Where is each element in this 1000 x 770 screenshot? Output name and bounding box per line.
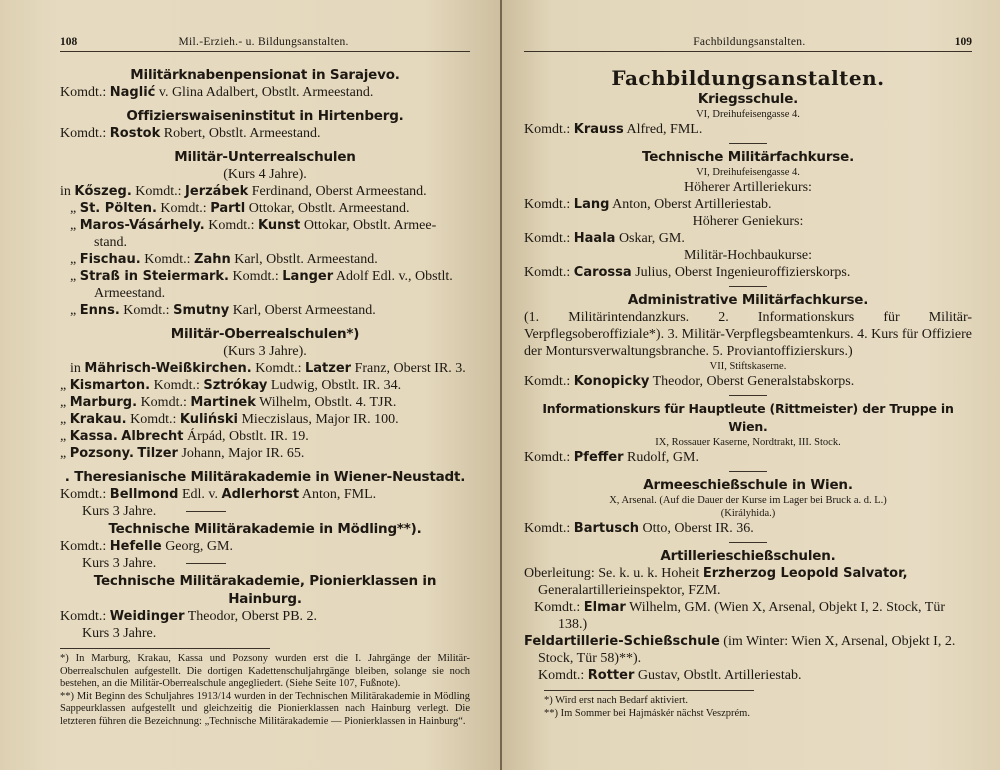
left-page-header xyxy=(60,36,470,52)
footnote: *) Wird erst nach Bedarf aktiviert. xyxy=(544,695,688,706)
person-name: Sztrókay xyxy=(203,378,268,393)
section-title: . Theresianische Militärakademie in Wiener-Neustadt. xyxy=(64,469,466,485)
person-name: Jerzábek xyxy=(185,184,249,199)
place-name: Maros-Vásárhely. xyxy=(79,218,205,233)
entry-line: „ Kismarton. Komdt.: Sztrókay Ludwig, Obstlt. IR. 34. xyxy=(60,378,402,393)
place-name: Mährisch-Weißkirchen. xyxy=(84,361,252,376)
section-title: Informationskurs für Hauptleute (Rittmeister) der Truppe in Wien. xyxy=(542,401,954,434)
place-name: Marburg. xyxy=(69,395,138,410)
footnote-rule xyxy=(544,690,754,691)
section-moedling xyxy=(60,520,470,572)
footnote: *) In Marburg, Krakau, Kassa und Pozsony wurden erst die I. Jahrgänge der Militär-Oberrealschulen aufgestellt. Die dortigen Kadettenschuljahrgänge bleiben, solange sie noch bestehen, an die Militär-Oberrealschule angegliedert. (Siehe Seite 107, Fußnote). xyxy=(60,653,470,689)
section-subtitle: (Kurs 4 Jahre). xyxy=(223,167,307,182)
running-title: Mil.-Erzieh.- u. Bildungsanstalten. xyxy=(178,36,349,48)
person-name: Hefelle xyxy=(109,539,162,554)
person-name: Elmar xyxy=(583,600,626,615)
right-page xyxy=(502,0,1000,770)
section-artillerieschiessschulen xyxy=(524,547,972,684)
address: VI, Dreihufeisengasse 4. xyxy=(696,167,800,178)
person-name: Martinek xyxy=(190,395,256,410)
section-title: Technische Militärakademie in Mödling**). xyxy=(108,521,422,537)
section-rule xyxy=(729,471,767,472)
person-name: Konopicky xyxy=(573,374,650,389)
person-name: Latzer xyxy=(305,361,352,376)
person-name: Zahn xyxy=(194,252,231,267)
section-rule xyxy=(729,395,767,396)
entry-line: in Mährisch-Weißkirchen. Komdt.: Latzer Franz, Oberst IR. 3. xyxy=(70,361,466,376)
person-name: Pfeffer xyxy=(573,450,624,465)
running-title: Fachbildungsanstalten. xyxy=(693,36,806,48)
entry-line: „ Maros-Vásárhely. Komdt.: Kunst Ottokar, Obstlt. Armee- stand. xyxy=(70,218,437,250)
entry-line: Komdt.: Elmar Wilhelm, GM. (Wien X, Arsenal, Objekt I, 2. Stock, Tür 138.) xyxy=(534,600,946,632)
course-duration: Kurs 3 Jahre. xyxy=(82,626,157,641)
course-name: Höherer Artilleriekurs: xyxy=(684,180,812,195)
section-title: Kriegsschule. xyxy=(697,91,799,107)
address: VI, Dreihufeisengasse 4. xyxy=(696,109,800,120)
entry-line: Komdt.: Haala Oskar, GM. xyxy=(524,231,685,246)
section-kriegsschule xyxy=(524,90,972,138)
course-duration: Kurs 3 Jahre. xyxy=(60,503,470,520)
komdt-label: Komdt.: xyxy=(60,85,107,100)
entry-line: „ Krakau. Komdt.: Kuliński Mieczislaus, Major IR. 100. xyxy=(60,412,399,427)
section-rule xyxy=(729,286,767,287)
course-name: Höherer Geniekurs: xyxy=(692,214,804,229)
person-name: Rotter xyxy=(587,668,635,683)
address: X, Arsenal. (Auf die Dauer der Kurse im Lager bei Bruck a. d. L.) xyxy=(609,495,887,506)
section-title: Militär-Unterrealschulen xyxy=(174,149,356,165)
person-name: Bellmond xyxy=(109,487,179,502)
place-name: Kassa. xyxy=(69,429,118,444)
entry-line: Komdt.: Pfeffer Rudolf, GM. xyxy=(524,450,699,465)
person-name: Erzherzog Leopold Salvator, xyxy=(702,566,908,581)
entry-line: Oberleitung: Se. k. u. k. Hoheit Erzherzog Leopold Salvator, Generalartillerieinspektor, FZM. xyxy=(524,566,908,598)
entry-line: Komdt.: Bellmond Edl. v. Adlerhorst Anton, FML. xyxy=(60,487,377,502)
place-name: Kismarton. xyxy=(69,378,151,393)
person-name: Bartusch xyxy=(573,521,640,536)
section-technische-fachkurse xyxy=(524,148,972,281)
section-hirtenberg xyxy=(60,107,470,142)
footnote-rule xyxy=(60,648,270,649)
entry-line: „ Fischau. Komdt.: Zahn Karl, Obstlt. Armeestand. xyxy=(70,252,378,267)
entry-line: Komdt.: Rotter Gustav, Obstlt. Artilleriestab. xyxy=(538,668,802,683)
place-name: Pozsony. xyxy=(69,446,134,461)
section-title: Technische Militärfachkurse. xyxy=(641,149,855,165)
entry-line: „ Enns. Komdt.: Smutny Karl, Oberst Armeestand. xyxy=(70,303,376,318)
place-name: Straß in Steiermark. xyxy=(79,269,229,284)
entry-line: Komdt.: Hefelle Georg, GM. xyxy=(60,539,233,554)
person-name: Rostok xyxy=(109,126,161,141)
section-unterrealschulen xyxy=(60,148,470,319)
address: IX, Rossauer Kaserne, Nordtrakt, III. Stock. xyxy=(655,437,841,448)
section-informationskurs xyxy=(524,400,972,466)
place-name: Enns. xyxy=(79,303,120,318)
page-title: Fachbildungsanstalten. xyxy=(611,66,885,90)
entry-line: Komdt.: Weidinger Theodor, Oberst PB. 2. xyxy=(60,609,318,624)
person-name: Carossa xyxy=(573,265,632,280)
entry-text: Robert, Obstlt. Armeestand. xyxy=(163,126,321,141)
entry-line: Komdt.: Carossa Julius, Oberst Ingenieuroffizierskorps. xyxy=(524,265,851,280)
section-sarajevo xyxy=(60,66,470,101)
section-description: (1. Militärintendanzkurs. 2. Informationskurs für Militär-Verpflegsoberoffiziale*). 3. Militär-Verpflegsbeamtenkurs. 4. Kurs für Offiziere der Montursverwaltungsbranche. 5. Proviantoffizierskurs.) xyxy=(524,310,972,359)
person-name: Kuliński xyxy=(179,412,238,427)
person-name: Lang xyxy=(573,197,610,212)
section-title: Offizierswaiseninstitut in Hirtenberg. xyxy=(126,108,404,124)
person-name: Krauss xyxy=(573,122,624,137)
komdt-label: Komdt.: xyxy=(60,126,107,141)
entry-line: „ Marburg. Komdt.: Martinek Wilhelm, Obstlt. 4. TJR. xyxy=(60,395,397,410)
school-name: Feldartillerie-Schießschule xyxy=(524,634,720,649)
section-rule xyxy=(729,542,767,543)
entry-line: Komdt.: Bartusch Otto, Oberst IR. 36. xyxy=(524,521,754,536)
section-oberrealschulen xyxy=(60,325,470,462)
section-armeeschiessschule xyxy=(524,476,972,537)
address: (Királyhida.) xyxy=(720,508,776,519)
entry-line: Feldartillerie-Schießschule (im Winter: Wien X, Arsenal, Objekt I, 2. Stock, Tür 58)**). xyxy=(524,634,956,666)
place-name: St. Pölten. xyxy=(79,201,157,216)
page-number: 109 xyxy=(954,36,972,48)
entry-line: „ Kassa. Albrecht Árpád, Obstlt. IR. 19. xyxy=(60,429,309,444)
section-title: Technische Militärakademie, Pionierklassen in Hainburg. xyxy=(93,573,437,607)
entry-text: v. Glina Adalbert, Obstlt. Armeestand. xyxy=(158,85,374,100)
footnote: **) Im Sommer bei Hajmáskér nächst Veszprém. xyxy=(544,707,750,719)
section-title: Militärknabenpensionat in Sarajevo. xyxy=(130,67,400,83)
section-administrative xyxy=(524,291,972,390)
person-name: Weidinger xyxy=(109,609,185,624)
person-name: Partl xyxy=(210,201,246,216)
section-title: Militär-Oberrealschulen*) xyxy=(170,326,360,342)
section-hainburg xyxy=(60,572,470,642)
section-theresianische xyxy=(60,468,470,520)
person-name: Langer xyxy=(282,269,334,284)
footnote: **) Mit Beginn des Schuljahres 1913/14 wurden in der Technischen Militärakademie in Mödling Sappeurklassen aufgestellt und gleichzeitig die Pionierklassen nach Hainburg verlegt. Die letzteren führen die Bezeichnung: „Technische Militärakademie — Pionierklassen in Hainburg“. xyxy=(60,690,470,727)
place-name: Krakau. xyxy=(69,412,127,427)
course-name: Militär-Hochbaukurse: xyxy=(683,248,813,263)
place-name: Fischau. xyxy=(79,252,141,267)
person-name: Tilzer xyxy=(137,446,178,461)
entry-line: „ St. Pölten. Komdt.: Partl Ottokar, Obstlt. Armeestand. xyxy=(70,201,410,216)
place-name: Kőszeg. xyxy=(74,184,132,199)
section-title: Artillerieschießschulen. xyxy=(660,548,836,564)
entry-line: Komdt.: Krauss Alfred, FML. xyxy=(524,122,703,137)
entry-line xyxy=(60,125,470,142)
person-name: Naglić xyxy=(109,85,156,100)
section-title: Administrative Militärfachkurse. xyxy=(627,292,869,308)
entry-line: Komdt.: Lang Anton, Oberst Artilleriestab. xyxy=(524,197,772,212)
section-rule xyxy=(729,143,767,144)
person-name: Adlerhorst xyxy=(221,487,300,502)
person-name: Smutny xyxy=(173,303,230,318)
section-title: Armeeschießschule in Wien. xyxy=(643,477,853,493)
entry-line: in Kőszeg. Komdt.: Jerzábek Ferdinand, Oberst Armeestand. xyxy=(60,184,427,199)
address: VII, Stiftskaserne. xyxy=(709,361,787,372)
course-duration: Kurs 3 Jahre. xyxy=(60,555,470,572)
section-subtitle: (Kurs 3 Jahre). xyxy=(223,344,307,359)
person-name: Albrecht xyxy=(121,429,184,444)
entry-line: Komdt.: Konopicky Theodor, Oberst Generalstabskorps. xyxy=(524,374,855,389)
entry-line: „ Pozsony. Tilzer Johann, Major IR. 65. xyxy=(60,446,305,461)
entry-line: „ Straß in Steiermark. Komdt.: Langer Adolf Edl. v., Obstlt. Armeestand. xyxy=(70,269,453,301)
person-name: Kunst xyxy=(258,218,301,233)
page-number: 108 xyxy=(60,36,78,48)
right-page-header xyxy=(524,36,972,52)
entry-line xyxy=(60,84,470,101)
person-name: Haala xyxy=(573,231,616,246)
